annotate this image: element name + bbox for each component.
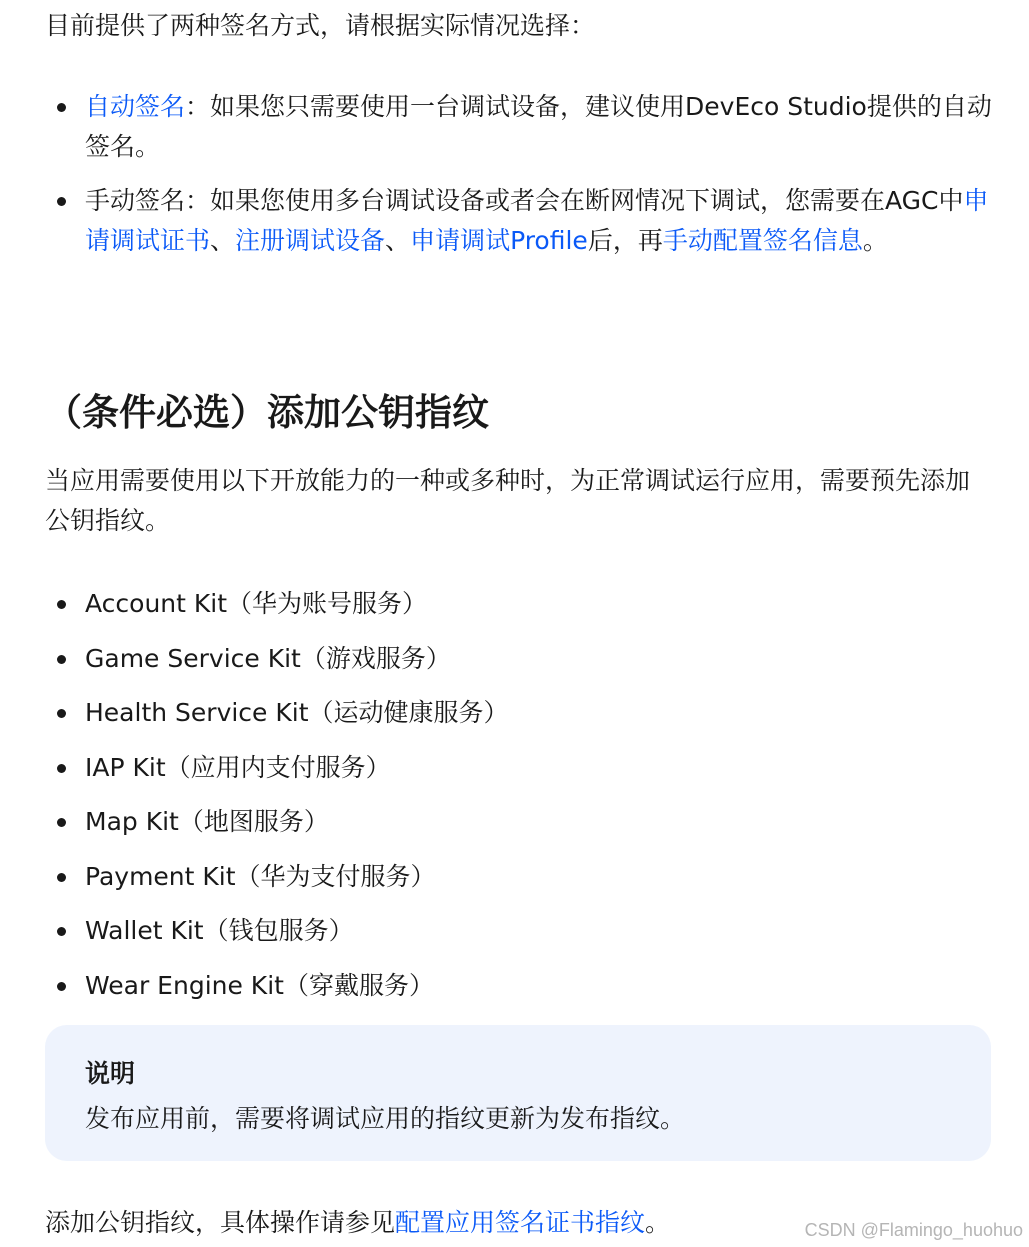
auto-signing-text: ：如果您只需要使用一台调试设备，建议使用DevEco Studio提供的自动签名。 bbox=[85, 92, 992, 161]
list-item-auto-signing bbox=[45, 87, 995, 167]
note-box bbox=[45, 1025, 991, 1161]
list-item: Map Kit（地图服务） bbox=[45, 802, 995, 842]
note-title: 说明 bbox=[85, 1059, 136, 1088]
manual-signing-mid: 后，再 bbox=[587, 226, 663, 255]
list-item: Wear Engine Kit（穿戴服务） bbox=[45, 966, 995, 1006]
list-item: IAP Kit（应用内支付服务） bbox=[45, 748, 995, 788]
separator: 、 bbox=[385, 226, 411, 255]
signing-options-list bbox=[45, 87, 995, 261]
manual-config-signing-link[interactable]: 手动配置签名信息 bbox=[662, 226, 863, 255]
section-heading: （条件必选）添加公钥指纹 bbox=[45, 391, 489, 434]
manual-signing-lead: 手动签名：如果您使用多台调试设备或者会在断网情况下调试，您需要在AGC中 bbox=[85, 186, 964, 215]
kits-list bbox=[45, 584, 995, 1020]
list-item: Health Service Kit（运动健康服务） bbox=[45, 693, 995, 733]
list-item: Payment Kit（华为支付服务） bbox=[45, 857, 995, 897]
separator: 、 bbox=[210, 226, 236, 255]
auto-signing-link[interactable]: 自动签名 bbox=[85, 92, 186, 121]
list-item: Game Service Kit（游戏服务） bbox=[45, 639, 995, 679]
config-cert-fingerprint-link[interactable]: 配置应用签名证书指纹 bbox=[395, 1208, 646, 1237]
final-text: 添加公钥指纹，具体操作请参见 bbox=[45, 1208, 396, 1237]
list-item-manual-signing bbox=[45, 181, 995, 261]
apply-debug-profile-link[interactable]: 申请调试Profile bbox=[410, 226, 588, 255]
note-body: 发布应用前，需要将调试应用的指纹更新为发布指纹。 bbox=[85, 1104, 686, 1133]
intro-paragraph: 目前提供了两种签名方式，请根据实际情况选择： bbox=[45, 11, 596, 40]
list-item: Account Kit（华为账号服务） bbox=[45, 584, 995, 624]
watermark: CSDN @Flamingo_huohuo bbox=[804, 1220, 1023, 1240]
manual-signing-end: 。 bbox=[862, 226, 888, 255]
section-paragraph: 当应用需要使用以下开放能力的一种或多种时，为正常调试运行应用，需要预先添加公钥指纹。 bbox=[45, 466, 971, 535]
final-end: 。 bbox=[645, 1208, 671, 1237]
final-paragraph bbox=[45, 1203, 670, 1243]
register-debug-device-link[interactable]: 注册调试设备 bbox=[235, 226, 386, 255]
apply-debug-cert-link[interactable]: 申请调试证书 bbox=[85, 186, 989, 255]
list-item: Wallet Kit（钱包服务） bbox=[45, 911, 995, 951]
